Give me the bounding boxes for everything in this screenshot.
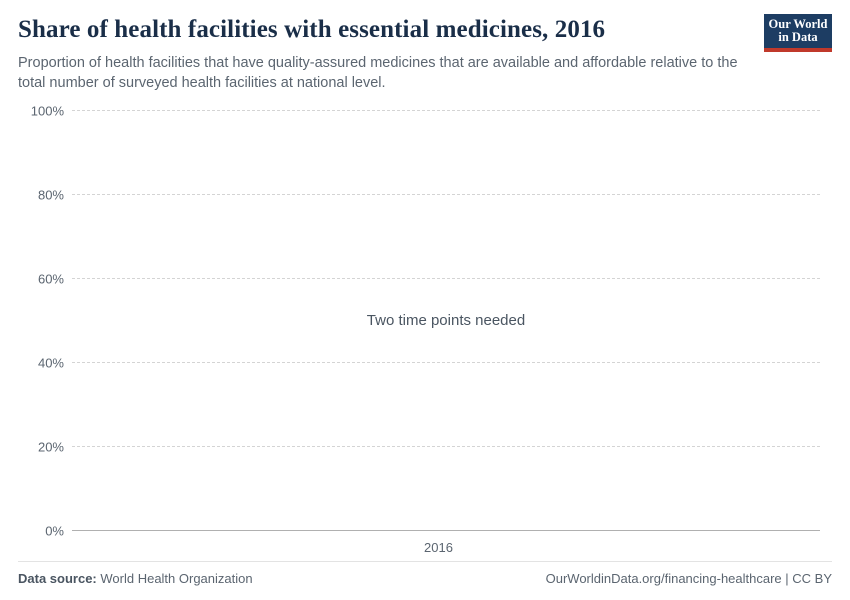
page-title: Share of health facilities with essential medicines, 2016: [18, 16, 606, 43]
gridline-60: [37, 271, 820, 287]
gridline-20: [37, 439, 820, 455]
data-source-value: World Health Organization: [100, 571, 253, 586]
attribution-link[interactable]: OurWorldinData.org/financing-healthcare | CC BY: [545, 571, 832, 586]
x-axis-tick-2016: 2016: [424, 540, 453, 555]
x-axis-line: [45, 523, 820, 539]
chart-subtitle: Proportion of health facilities that have quality-assured medicines that are available and affordable relative to the total number of surveyed health facilities at national level.: [18, 54, 738, 91]
gridline-40: [37, 355, 820, 371]
y-axis-tick-80: 80%: [37, 187, 64, 203]
logo-line-1: Our World: [768, 16, 828, 31]
y-axis-tick-40: 40%: [37, 355, 64, 371]
y-axis-tick-60: 60%: [37, 271, 64, 287]
gridline-100: [30, 103, 820, 119]
chart-annotation: Two time points needed: [366, 311, 526, 329]
data-source: [18, 571, 253, 586]
chart-header: [18, 16, 832, 93]
gridline-80: [37, 187, 820, 203]
plot-region: [30, 103, 820, 555]
chart-footer: [18, 561, 832, 586]
y-axis-tick-20: 20%: [37, 439, 64, 455]
our-world-in-data-logo[interactable]: [764, 14, 832, 52]
data-source-label: Data source:: [18, 571, 97, 586]
chart-area: [18, 96, 832, 555]
logo-line-2: in Data: [778, 30, 818, 44]
y-axis-tick-0: 0%: [45, 523, 64, 539]
y-axis-tick-100: 100%: [30, 103, 64, 119]
